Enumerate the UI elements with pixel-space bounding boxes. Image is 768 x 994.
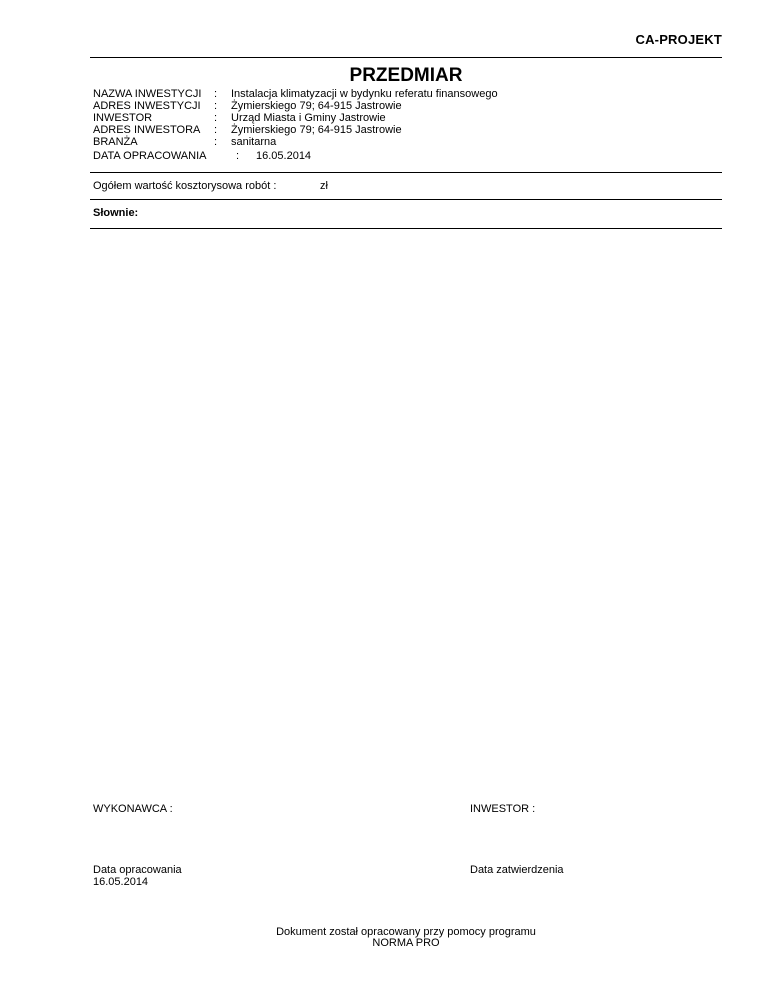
info-label: NAZWA INWESTYCJI [93,88,202,100]
section-divider [90,199,722,200]
info-label: BRANŻA [93,136,138,148]
info-colon: : [214,136,218,148]
currency-unit: zł [320,180,328,192]
info-label: INWESTOR [93,112,153,124]
info-colon: : [214,100,218,112]
info-label: ADRES INWESTYCJI [93,100,201,112]
prepared-date-value: 16.05.2014 [93,876,149,888]
footer-note [0,927,768,949]
info-value: sanitarna [231,136,277,148]
info-colon: : [214,124,218,136]
info-value: Instalacja klimatyzacji w bydynku referatu finansowego [231,88,498,100]
company-name: CA-PROJEKT [635,32,722,47]
contractor-label: WYKONAWCA : [93,803,173,815]
amount-in-words-label: Słownie: [93,207,139,219]
investor-signature-label: INWESTOR : [470,803,536,815]
footer-line: Dokument został opracowany przy pomocy programu [276,926,536,938]
info-label: ADRES INWESTORA [93,124,201,136]
info-value: Żymierskiego 79; 64-915 Jastrowie [231,100,402,112]
info-value: Żymierskiego 79; 64-915 Jastrowie [231,124,402,136]
date-label: DATA OPRACOWANIA [93,150,207,162]
footer-program-name: NORMA PRO [372,937,440,949]
approved-date-label: Data zatwierdzenia [470,864,564,876]
date-value: 16.05.2014 [256,150,312,162]
total-cost-label: Ogółem wartość kosztorysowa robót : [93,180,277,192]
date-colon: : [236,150,240,162]
prepared-date-label: Data opracowania [93,864,182,876]
header-divider [90,57,722,58]
info-colon: : [214,88,218,100]
info-colon: : [214,112,218,124]
page-title: PRZEDMIAR [349,65,463,86]
section-divider [90,228,722,229]
section-divider [90,172,722,173]
info-value: Urząd Miasta i Gminy Jastrowie [231,112,386,124]
